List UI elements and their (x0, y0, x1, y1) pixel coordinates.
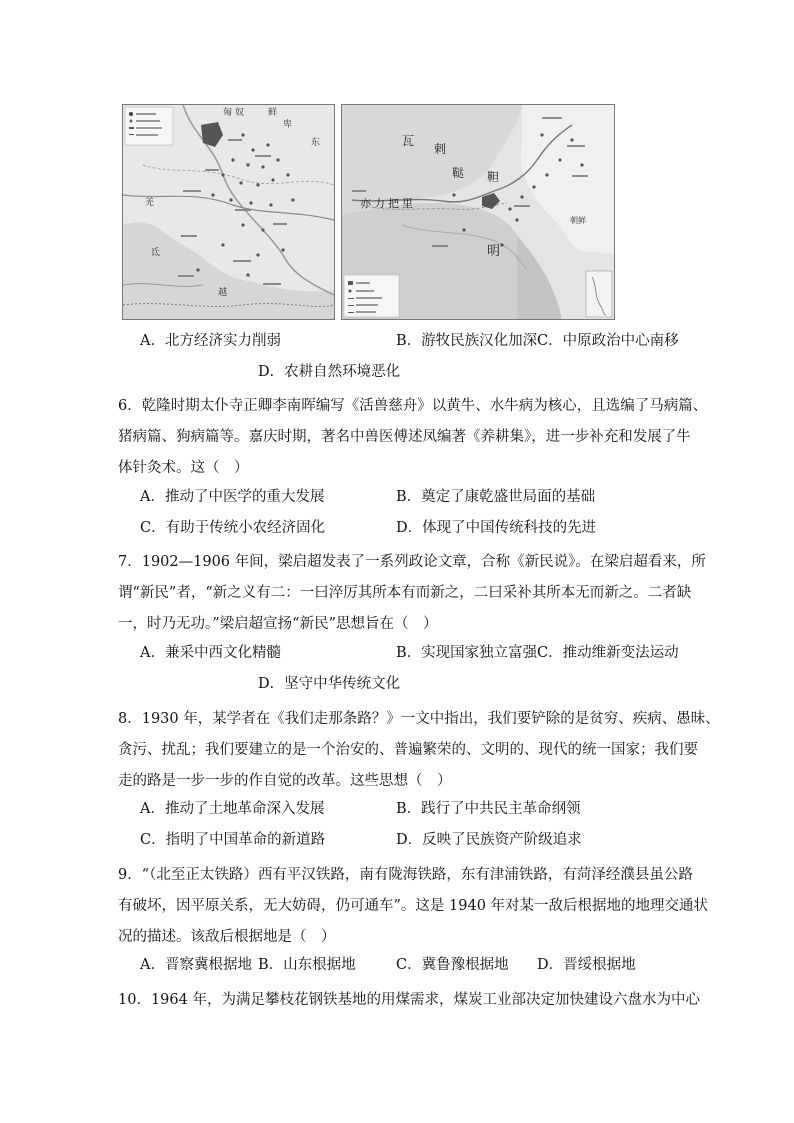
q6-stem (118, 391, 708, 484)
map-right-label-yilibali: 亦力把里 (360, 197, 416, 210)
q8-option-b[interactable]: B．践行了中共民主革命纲领 (396, 801, 581, 817)
map-left-label-di: 氐 (151, 248, 161, 258)
q5-option-b[interactable]: B．游牧民族汉化加深 (396, 333, 538, 349)
q6-stem-line-3: 体针灸术。这（ ） (118, 460, 249, 476)
q8-stem (118, 704, 720, 797)
map-left-label-dong: 东 (311, 138, 321, 148)
q6-option-c[interactable]: C．有助于传统小农经济固化 (140, 520, 326, 536)
map-left-label-qiang: 羌 (145, 198, 155, 208)
q5-option-c[interactable]: C．中原政治中心南移 (537, 333, 679, 349)
q9-option-a[interactable]: A．晋察冀根据地 (140, 957, 252, 973)
q8-stem-line-3: 走的路是一步一步的作自觉的改革。这些思想（ ） (118, 773, 452, 789)
q7-stem-line-2: 谓“新民”者，“新之义有二：一曰淬厉其所本有而新之，二曰采补其所本无而新之。二者缺 (118, 585, 692, 601)
q9-option-c[interactable]: C．冀鲁豫根据地 (396, 957, 509, 973)
q8-stem-line-1: 8．1930 年，某学者在《我们走那条路？》一文中指出，我们要铲除的是贫穷、疾病、愚昧、 (118, 711, 720, 727)
map-left-label-bei: 卑 (283, 120, 293, 130)
q9-stem (118, 860, 709, 953)
q7-option-c[interactable]: C．推动维新变法运动 (537, 645, 679, 661)
map-left-label-yue: 越 (218, 288, 228, 298)
q5-option-a[interactable]: A．北方经济实力削弱 (140, 333, 281, 349)
q6-option-a[interactable]: A．推动了中医学的重大发展 (140, 489, 325, 505)
q9-stem-line-2: 有破坏，因平原关系，无大妨碍，仍可通车”。这是 1940 年对某一敌后根据地的地理交通状 (118, 898, 709, 914)
map-left-figure (123, 105, 334, 319)
q9-stem-line-3: 况的描述。该敌后根据地是（ ） (118, 929, 336, 945)
map-right-figure (342, 105, 614, 319)
q6-option-b[interactable]: B．奠定了康乾盛世局面的基础 (396, 489, 596, 505)
map-right-label-ming: 明 (487, 244, 501, 259)
q9-option-b[interactable]: B．山东根据地 (258, 957, 356, 973)
map-left-label-xian: 鲜 (268, 108, 278, 118)
q10-stem-line-1: 10．1964 年，为满足攀枝花钢铁基地的用煤需求，煤炭工业部决定加快建设六盘水为中心 (118, 992, 700, 1008)
map-right-label-wa: 瓦 (402, 134, 415, 148)
q7-stem (118, 547, 706, 640)
map-right-label-la: 剌 (434, 142, 447, 156)
q7-stem-line-3: 一，时乃无功。”梁启超宣扬“新民”思想旨在（ ） (118, 616, 438, 632)
q8-option-c[interactable]: C．指明了中国革命的新道路 (140, 832, 326, 848)
q6-stem-line-2: 猪病篇、狗病篇等。嘉庆时期，著名中兽医傅述凤编著《养耕集》，进一步补充和发展了牛 (118, 429, 691, 445)
map-left-label-nu: 奴 (235, 108, 245, 118)
q7-stem-line-1: 7．1902—1906 年间，梁启超发表了一系列政论文章，合称《新民说》。在梁启超看来，所 (118, 554, 706, 570)
map-right-label-da: 鞑 (452, 166, 465, 180)
map-right-label-chaoxian: 朝鲜 (570, 216, 586, 225)
q9-option-d[interactable]: D．晋绥根据地 (537, 957, 636, 973)
q8-option-a[interactable]: A．推动了土地革命深入发展 (140, 801, 325, 817)
historical-map-right (341, 104, 615, 320)
q10-stem (118, 985, 700, 1016)
q7-option-d[interactable]: D．坚守中华传统文化 (258, 676, 401, 692)
q6-stem-line-1: 6．乾隆时期太仆寺正卿李南晖编写《活兽慈舟》以黄牛、水牛病为核心，且选编了马病篇、 (118, 398, 708, 414)
q7-option-a[interactable]: A．兼采中西文化精髓 (140, 645, 281, 661)
map-right-label-dan: 靼 (487, 170, 500, 184)
q7-option-b[interactable]: B．实现国家独立富强 (396, 645, 538, 661)
q5-option-d[interactable]: D．农耕自然环境恶化 (258, 364, 401, 380)
historical-map-left (122, 104, 335, 320)
q9-stem-line-1: 9．“（北至正太铁路）西有平汉铁路，南有陇海铁路，东有津浦铁路，有菏泽经濮县虽公路 (118, 867, 693, 883)
q8-stem-line-2: 贪污、扰乱；我们要建立的是一个治安的、普遍繁荣的、文明的、现代的统一国家；我们要 (118, 742, 698, 758)
q8-option-d[interactable]: D．反映了民族资产阶级追求 (396, 832, 582, 848)
q6-option-d[interactable]: D．体现了中国传统科技的先进 (396, 520, 597, 536)
map-left-label-xiong: 匈 (223, 108, 233, 118)
